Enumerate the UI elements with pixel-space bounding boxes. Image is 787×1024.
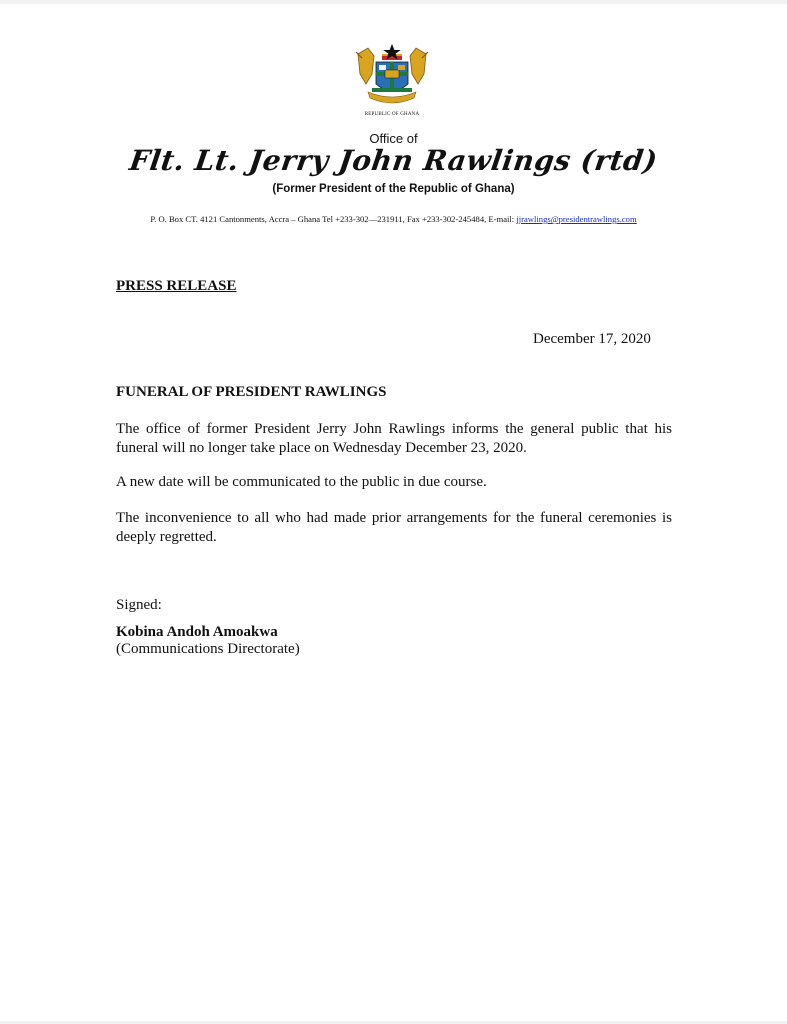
press-release-label: PRESS RELEASE	[116, 278, 237, 294]
paragraph: A new date will be communicated to the public in due course.	[116, 474, 487, 490]
paragraph: The office of former President Jerry John Rawlings informs the general public that his funeral will no longer take place on Wednesday December 23, 2020.	[116, 421, 672, 456]
top-border	[0, 0, 787, 4]
ghana-coat-of-arms-icon	[352, 44, 432, 110]
crest-caption: REPUBLIC OF GHANA	[364, 112, 420, 117]
letterhead-name: Flt. Lt. Jerry John Rawlings (rtd)	[127, 144, 660, 177]
release-date: December 17, 2020	[533, 331, 651, 347]
office-of-label: Office of	[369, 131, 418, 146]
paragraph: The inconvenience to all who had made prior arrangements for the funeral ceremonies is deeply regretted.	[116, 510, 672, 545]
letterhead-address	[0, 214, 787, 224]
signed-label: Signed:	[116, 597, 162, 613]
letterhead-subtitle: (Former President of the Republic of Ghana)	[272, 183, 515, 195]
signer-name: Kobina Andoh Amoakwa	[116, 624, 278, 640]
address-text: P. O. Box CT. 4121 Cantonments, Accra – Ghana Tel +233-302—231911, Fax +233-302-245484, E-mail:	[150, 214, 517, 224]
release-heading: FUNERAL OF PRESIDENT RAWLINGS	[116, 384, 387, 400]
signer-role: (Communications Directorate)	[116, 641, 300, 657]
email-link[interactable]: jjrawlings@presidentrawlings.com	[516, 214, 637, 224]
